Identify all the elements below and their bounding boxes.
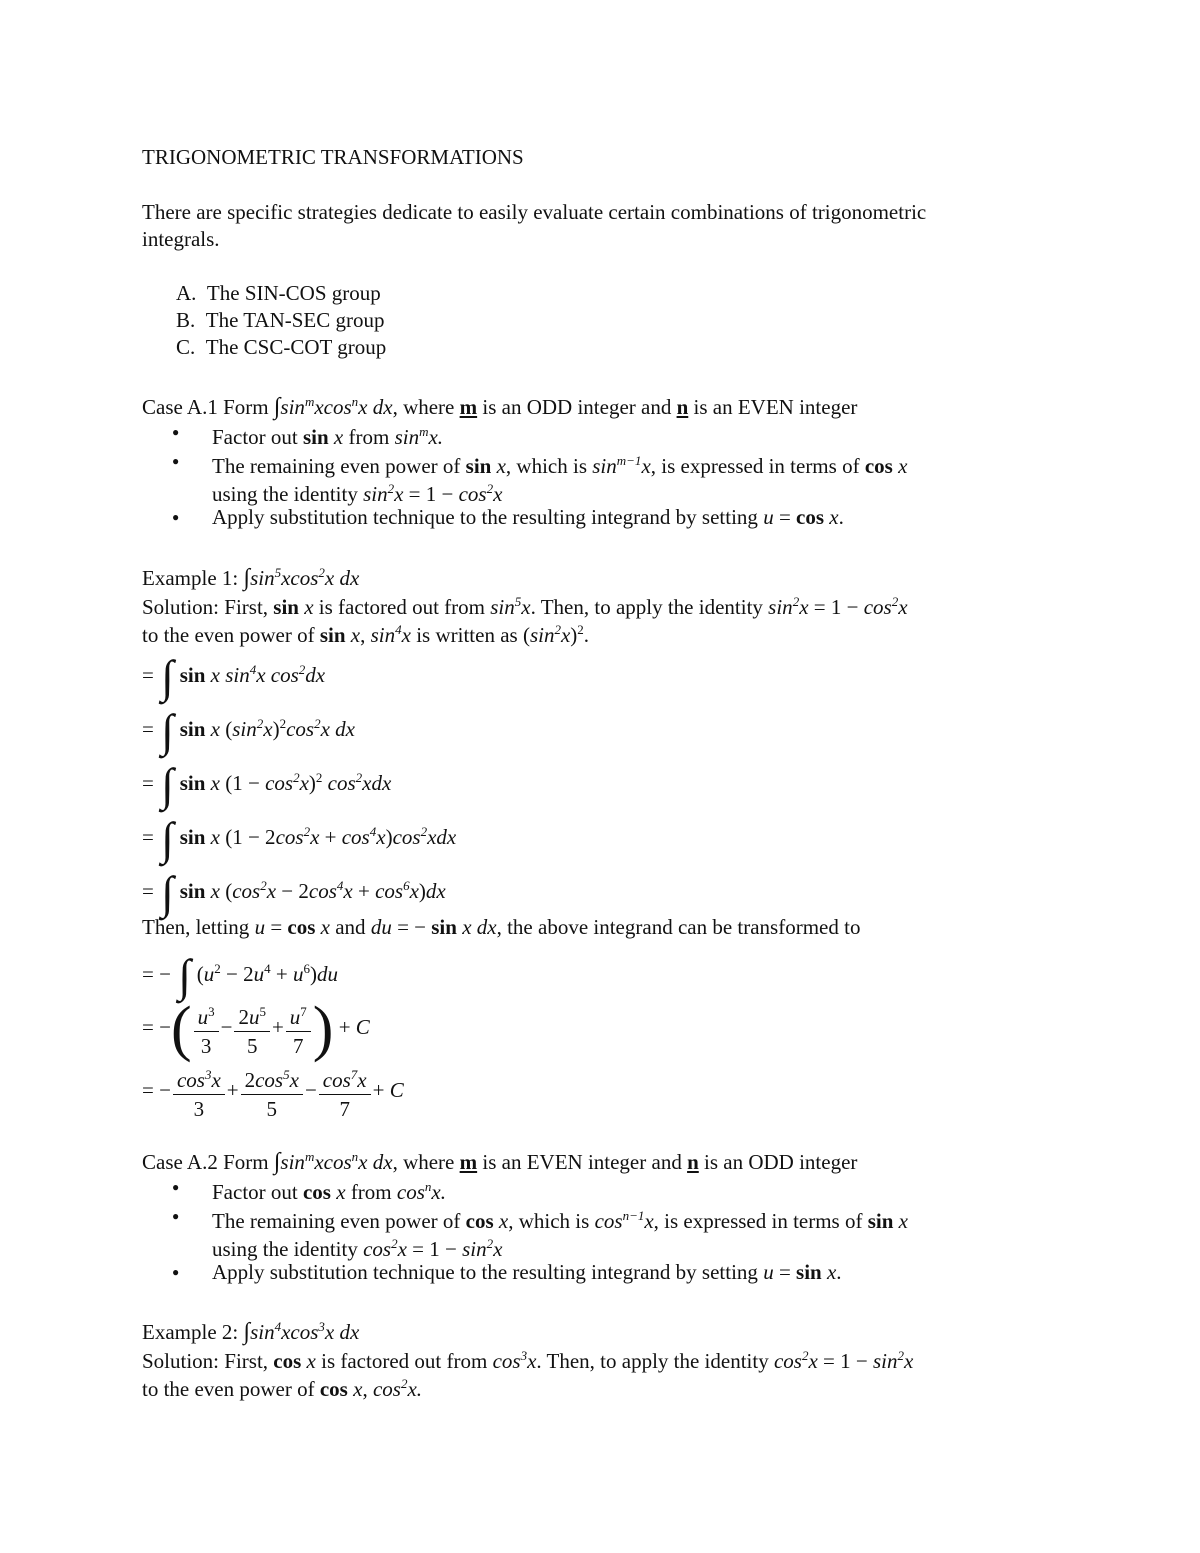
example-1-step-5: = ∫ sin x $(\cos^2x - 2\cos^4x + \cos^6x)dx$ <box>142 867 446 918</box>
group-letter: B. <box>176 308 196 332</box>
case-a1-bullet-1: ● Factor out sin x from $\sin^mx$. <box>172 418 443 451</box>
bullet-text: Apply substitution technique to the resulting integrand by setting <box>212 1260 758 1284</box>
group-item-a <box>176 279 381 307</box>
bullet-text: Factor out <box>212 425 298 449</box>
case-a2-bullet-2: ● The remaining even power of cos x, which is $\cos^{n-1}x$, is expressed in terms of sin x <box>172 1202 908 1235</box>
solution-text: , the above integrand can be transformed to <box>496 915 861 939</box>
bullet-text: , which is <box>505 454 587 478</box>
bullet-text: from <box>350 1180 392 1204</box>
case-where: , where <box>392 395 455 419</box>
group-item-c <box>176 333 386 361</box>
example-1-step-7: = −( $\frac{u^3}{3}$ − $\frac{2u^5}{5}$ + $\frac{u^7}{7}$ ) + C <box>142 995 370 1063</box>
case-a2-bullet-2-cont: using the identity $\cos^2x = 1 - \sin^2x$ <box>212 1236 503 1261</box>
case-n: n <box>676 395 689 419</box>
solution-text: Solution: First, <box>142 595 269 619</box>
case-a1-bullet-3: ● Apply substitution technique to the resulting integrand by setting u = cos x. <box>172 503 844 531</box>
case-a1-heading: Case A.1 Form $\int\sin^mxcos^nx$ dx, where m is an ODD integer and n is an EVEN integer <box>142 394 858 420</box>
example-2-heading: Example 2: $\int\sin^4xcos^3x$ dx <box>142 1319 360 1345</box>
bullet-text: using the identity <box>212 1237 358 1261</box>
case-n: n <box>687 1150 699 1174</box>
case-end: is an ODD integer <box>704 1150 858 1174</box>
case-mid: is an EVEN integer and <box>482 1150 682 1174</box>
solution-text: Then, letting <box>142 915 250 939</box>
group-item-b <box>176 306 385 334</box>
bullet-text: , which is <box>508 1209 590 1233</box>
example-label: Example 2: <box>142 1320 239 1344</box>
case-prefix: Case A.2 Form <box>142 1150 269 1174</box>
group-letter: A. <box>176 281 197 305</box>
example-1-solution-line-2: to the even power of sin x, $\sin^4x$ is written as $(\sin^2x)^2$. <box>142 622 590 647</box>
case-a2-heading: Case A.2 Form $\int\sin^mxcos^nx$ dx, where m is an EVEN integer and n is an ODD integer <box>142 1149 858 1175</box>
group-letter: C. <box>176 335 196 359</box>
case-a1-bullet-2: ● The remaining even power of sin x, which is $\sin^{m-1}x$, is expressed in terms of cos x <box>172 447 907 480</box>
solution-text: is factored out from <box>318 595 485 619</box>
example-2-solution-line-2: to the even power of cos x, $\cos^2x$. <box>142 1376 423 1401</box>
case-mid: is an ODD integer and <box>482 395 672 419</box>
example-label: Example 1: <box>142 566 239 590</box>
example-1-step-1: = ∫ sin x $\sin^4x$ $\cos^2dx$ <box>142 651 326 702</box>
example-1-step-2: = ∫ sin x $(\sin^2x)^2\cos^2x$ dx <box>142 705 355 756</box>
group-label: The TAN-SEC group <box>205 308 385 332</box>
solution-text: is factored out from <box>321 1349 488 1373</box>
bullet-text: , is expressed in terms of <box>650 454 860 478</box>
example-1-substitution: Then, letting u = cos x and du = − sin x dx, the above integrand can be transformed to <box>142 915 861 939</box>
bullet-text: , is expressed in terms of <box>653 1209 863 1233</box>
case-a1-bullet-2-cont: using the identity $\sin^2x = 1 - \cos^2x$ <box>212 481 503 506</box>
solution-text: . Then, to apply the identity <box>530 595 763 619</box>
case-m: m <box>459 395 478 419</box>
example-1-step-3: = ∫ sin x $(1 - \cos^2x)^2$ $\cos^2xdx$ <box>142 759 392 810</box>
solution-text: and <box>335 915 366 939</box>
bullet-text: from <box>348 425 390 449</box>
example-1-solution-line-1: Solution: First, sin x is factored out from $\sin^5x$. Then, to apply the identity $\sin^2x = 1 - \cos^2x$ <box>142 594 908 619</box>
example-2-solution-line-1: Solution: First, cos x is factored out from $\cos^3x$. Then, to apply the identity $\cos^2x = 1 - \sin^2x$ <box>142 1348 914 1373</box>
example-1-heading: Example 1: $\int\sin^5xcos^2x$ dx <box>142 565 360 591</box>
group-label: The CSC-COT group <box>205 335 387 359</box>
case-a2-bullet-1: ● Factor out cos x from $\cos^nx$. <box>172 1173 446 1206</box>
case-m: m <box>459 1150 478 1174</box>
case-prefix: Case A.1 Form <box>142 395 269 419</box>
solution-text: to the even power of <box>142 623 315 647</box>
bullet-text: The remaining even power of <box>212 1209 461 1233</box>
page-title: TRIGONOMETRIC TRANSFORMATIONS <box>142 145 524 169</box>
bullet-text: Apply substitution technique to the resulting integrand by setting <box>212 505 758 529</box>
group-label: The SIN-COS group <box>206 281 381 305</box>
bullet-text: using the identity <box>212 482 358 506</box>
intro-line-1: There are specific strategies dedicate to easily evaluate certain combinations of trigonometric <box>142 200 927 224</box>
example-1-step-8: = − $\frac{\cos^3x}{3}$ + $\frac{2\cos^5x}{5}$ − $\frac{\cos^7x}{7}$ + C <box>142 1061 404 1123</box>
example-1-step-6: = − ∫ $(u^2 - 2u^4 + u^6)du$ <box>142 950 338 1001</box>
case-end: is an EVEN integer <box>693 395 858 419</box>
solution-text: . Then, to apply the identity <box>536 1349 769 1373</box>
solution-text: Solution: First, <box>142 1349 269 1373</box>
solution-text: to the even power of <box>142 1377 315 1401</box>
intro-line-2: integrals. <box>142 227 220 251</box>
case-a2-bullet-3: ● Apply substitution technique to the resulting integrand by setting u = sin x. <box>172 1258 842 1286</box>
case-where: , where <box>392 1150 455 1174</box>
solution-text: is written as <box>416 623 518 647</box>
bullet-text: Factor out <box>212 1180 298 1204</box>
example-1-step-4: = ∫ sin x $(1 - 2\cos^2x + \cos^4x)\cos^2xdx$ <box>142 813 457 864</box>
bullet-text: The remaining even power of <box>212 454 461 478</box>
